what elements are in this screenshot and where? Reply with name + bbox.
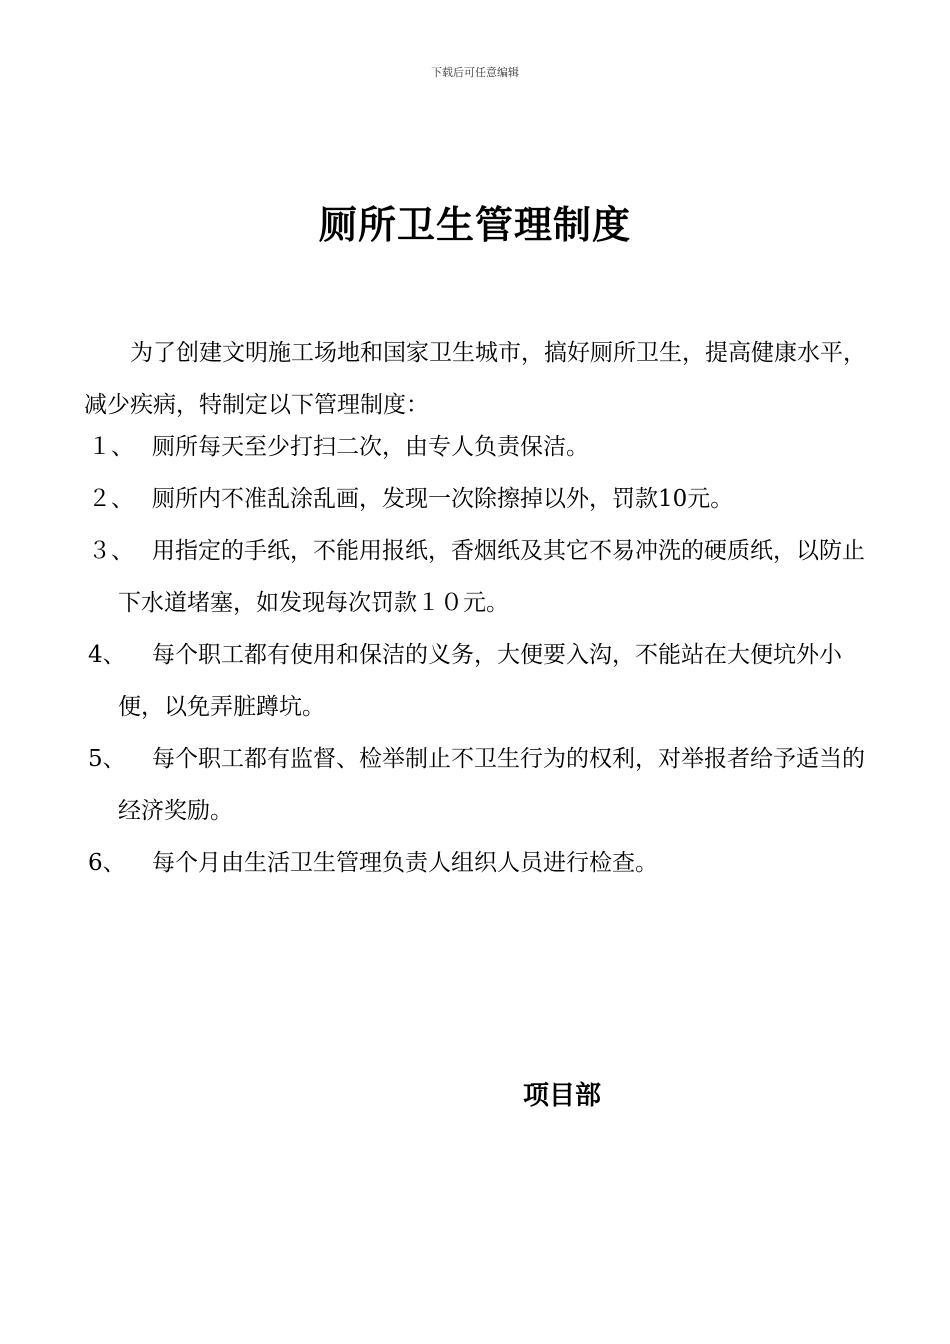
rule-text: 厕所内不准乱涂乱画，发现一次除擦掉以外，罚款10元。	[152, 486, 734, 512]
rule-item-6	[88, 837, 878, 889]
rule-item-5	[88, 733, 878, 837]
rule-text: 每个月由生活卫生管理负责人组织人员进行检查。	[152, 850, 658, 876]
rules-list	[88, 421, 878, 889]
rule-number: 5、	[88, 746, 126, 772]
rule-item-2	[88, 473, 878, 525]
rule-item-3	[88, 525, 878, 629]
rule-number: 4、	[88, 642, 126, 668]
rule-item-1	[88, 421, 878, 473]
rule-number: ２、	[88, 486, 134, 512]
rule-text: 每个职工都有监督、检举制止不卫生行为的权利，对举报者给予适当的经济奖励。	[118, 746, 865, 824]
rule-number: 6、	[88, 850, 126, 876]
header-note: 下载后可任意编辑	[431, 66, 519, 79]
rule-text: 每个职工都有使用和保洁的义务，大便要入沟，不能站在大便坑外小便，以免弄脏蹲坑。	[118, 642, 842, 720]
rule-number: １、	[88, 434, 134, 460]
rule-item-4	[88, 629, 878, 733]
rule-text: 厕所每天至少打扫二次，由专人负责保洁。	[152, 434, 589, 460]
rule-number: ３、	[88, 538, 134, 564]
document-title: 厕所卫生管理制度	[318, 203, 631, 247]
intro-paragraph: 为了创建文明施工场地和国家卫生城市，搞好厕所卫生，提高健康水平，减少疾病，特制定以下管理制度：	[84, 340, 866, 418]
rule-text: 用指定的手纸，不能用报纸，香烟纸及其它不易冲洗的硬质纸，以防止下水道堵塞，如发现每次罚款１０元。	[118, 538, 865, 616]
signature-department: 项目部	[523, 1081, 602, 1111]
